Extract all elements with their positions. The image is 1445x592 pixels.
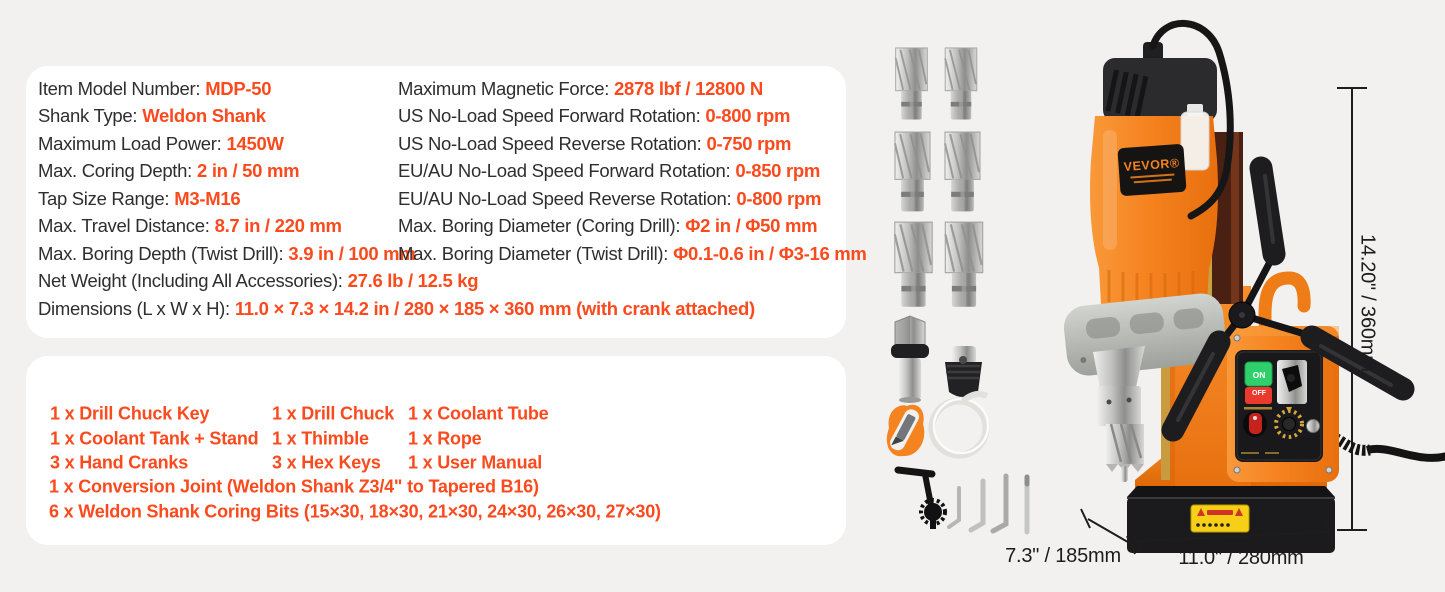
spec-value: 3.9 in / 100 mm	[288, 242, 416, 264]
accessories-row	[26, 426, 846, 450]
spec-value: 0-750 rpm	[706, 132, 792, 154]
spec-cell	[398, 215, 817, 237]
spec-row	[26, 75, 846, 103]
spec-label: US No-Load Speed Reverse Rotation:	[398, 132, 702, 154]
spec-label: Max. Coring Depth:	[38, 160, 192, 182]
spec-row-full	[26, 268, 846, 296]
spec-cell	[398, 243, 867, 265]
vevor-logo-text: VEVOR®	[1123, 156, 1181, 174]
spec-row-full	[26, 295, 846, 323]
spec-label: Dimensions (L x W x H):	[38, 297, 230, 319]
spec-label: Shank Type:	[38, 105, 138, 127]
spec-value: Φ0.1-0.6 in / Φ3-16 mm	[673, 242, 867, 264]
spindle-and-bit	[1093, 346, 1145, 482]
spec-cell	[38, 243, 415, 265]
spec-label: Max. Boring Diameter (Coring Drill):	[398, 215, 681, 237]
thimble	[887, 405, 924, 456]
off-button-label: OFF	[1252, 390, 1266, 397]
spec-value: 0-800 rpm	[705, 105, 791, 127]
accessories-row	[26, 500, 846, 524]
spec-label: Net Weight (Including All Accessories):	[38, 270, 343, 292]
spec-cell	[398, 160, 820, 182]
hex-keys	[949, 476, 1027, 532]
spec-value: 8.7 in / 220 mm	[214, 215, 342, 237]
spec-value: 11.0 × 7.3 × 14.2 in / 280 × 185 × 360 mm (with crank attached)	[234, 297, 755, 319]
rocker-switch	[1243, 411, 1267, 437]
accessory-item: 1 x Thimble	[272, 428, 369, 449]
spec-cell	[38, 78, 271, 100]
spec-cell	[398, 78, 763, 100]
spec-value: 0-850 rpm	[735, 160, 821, 182]
vevor-logo-badge	[1117, 144, 1186, 196]
accessory-item: 3 x Hex Keys	[272, 452, 381, 473]
spec-cell	[38, 105, 266, 127]
spec-cell	[38, 215, 342, 237]
warning-label	[1191, 505, 1249, 532]
spec-row	[26, 130, 846, 158]
spec-value: 0-800 rpm	[736, 187, 822, 209]
badge-fineprint-line	[1134, 179, 1172, 184]
height-dimension-label: 14.20" / 360mm	[1356, 234, 1379, 372]
spec-row	[26, 240, 867, 268]
spec-label: Max. Boring Diameter (Twist Drill):	[398, 242, 669, 264]
oil-bottle	[1181, 104, 1209, 170]
accessory-item: 1 x User Manual	[408, 452, 543, 473]
accessories-row	[26, 475, 846, 499]
coolant-tube	[932, 394, 988, 455]
accessory-item: 1 x Coolant Tube	[408, 403, 549, 424]
spec-label: Max. Boring Depth (Twist Drill):	[38, 242, 284, 264]
selector-switch	[1277, 360, 1307, 404]
spec-cell	[398, 133, 791, 155]
spec-cell	[38, 188, 240, 210]
spec-label: Item Model Number:	[38, 77, 201, 99]
accessories-row	[26, 402, 846, 426]
spec-row	[26, 213, 846, 241]
spec-row	[26, 103, 846, 131]
spec-value: MDP-50	[205, 77, 272, 99]
accessory-item: 6 x Weldon Shank Coring Bits (15×30, 18×30, 21×30, 24×30, 26×30, 27×30)	[49, 501, 661, 522]
spec-box	[26, 66, 867, 338]
spec-cell	[398, 188, 821, 210]
accessory-item: 1 x Drill Chuck	[272, 403, 395, 424]
spec-value: M3-M16	[174, 187, 241, 209]
spec-label: Max. Travel Distance:	[38, 215, 210, 237]
spec-label: EU/AU No-Load Speed Forward Rotation:	[398, 160, 731, 182]
conversion-joint	[891, 316, 929, 403]
chuck-key	[898, 470, 945, 529]
drill-chuck	[945, 346, 982, 397]
spec-row	[26, 185, 846, 213]
accessory-item: 1 x Coolant Tank + Stand	[50, 428, 259, 449]
depth-dimension-label: 7.3" / 185mm	[1005, 545, 1121, 567]
spec-value: 27.6 lb / 12.5 kg	[347, 270, 479, 292]
spec-cell	[38, 270, 478, 292]
spec-cell	[38, 133, 284, 155]
accessories-box	[26, 356, 846, 545]
width-dimension-label: 11.0" / 280mm	[1178, 547, 1304, 569]
spec-label: Maximum Load Power:	[38, 132, 222, 154]
spec-cell	[38, 160, 299, 182]
coring-bits-grid	[895, 46, 983, 307]
accessory-item: 3 x Hand Cranks	[50, 452, 189, 473]
spec-cell	[38, 298, 755, 320]
drill-machine	[1062, 23, 1445, 553]
accessory-item: 1 x Conversion Joint (Weldon Shank Z3/4" to Tapered B16)	[49, 476, 539, 497]
spec-value: 1450W	[226, 132, 284, 154]
spec-label: US No-Load Speed Forward Rotation:	[398, 105, 701, 127]
on-button-label: ON	[1252, 370, 1266, 380]
spec-value: 2878 lbf / 12800 N	[614, 77, 763, 99]
spec-value: 2 in / 50 mm	[196, 160, 300, 182]
spec-label: EU/AU No-Load Speed Reverse Rotation:	[398, 187, 732, 209]
spec-value: Weldon Shank	[142, 105, 266, 127]
badge-fineprint-line	[1130, 173, 1174, 178]
spec-label: Tap Size Range:	[38, 187, 170, 209]
spec-cell	[398, 105, 790, 127]
accessories-row	[26, 451, 846, 475]
spec-value: Φ2 in / Φ50 mm	[685, 215, 818, 237]
accessory-item: 1 x Rope	[408, 428, 482, 449]
spec-label: Maximum Magnetic Force:	[398, 77, 610, 99]
spec-row	[26, 158, 846, 186]
accessory-item: 1 x Drill Chuck Key	[50, 403, 210, 424]
